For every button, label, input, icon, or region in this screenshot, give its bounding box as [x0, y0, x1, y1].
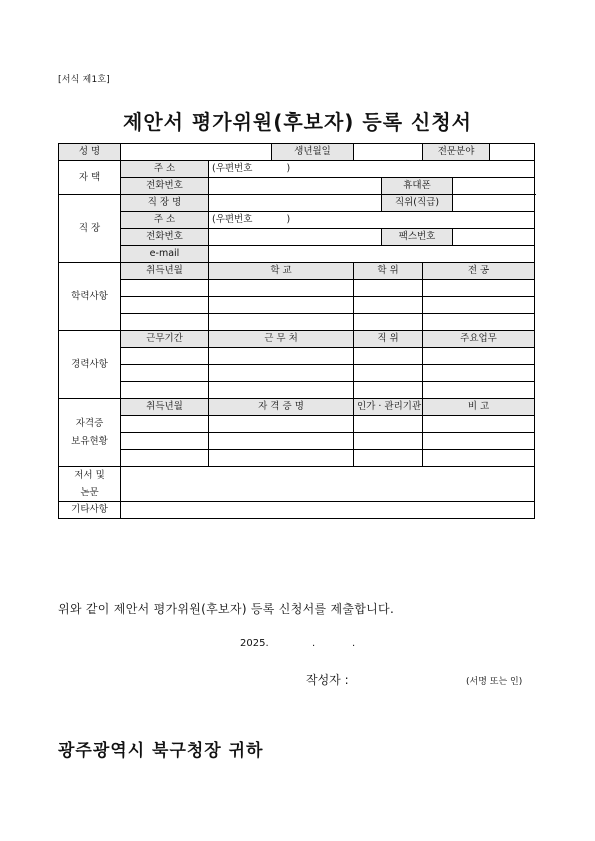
table-cell[interactable] — [423, 450, 535, 467]
table-cell[interactable] — [354, 297, 423, 314]
application-table — [58, 143, 535, 519]
table-cell[interactable] — [121, 297, 209, 314]
form-title: 제안서 평가위원(후보자) 등록 신청서 — [123, 110, 472, 134]
fax-value[interactable] — [453, 229, 535, 246]
work-phone-label: 전화번호 — [121, 229, 209, 246]
books-label — [59, 467, 121, 502]
education-row — [59, 314, 535, 331]
mobile-value[interactable] — [453, 178, 535, 195]
table-cell[interactable] — [209, 314, 354, 331]
table-cell[interactable] — [423, 314, 535, 331]
certificates-label-line2: 보유현황 — [71, 435, 108, 447]
certificate-row — [59, 416, 535, 433]
books-label-line1: 저서 및 — [74, 470, 105, 481]
table-cell[interactable] — [121, 280, 209, 297]
home-phone-label: 전화번호 — [121, 178, 209, 195]
education-header-school: 학 교 — [209, 263, 354, 280]
cert-header-date: 취득년월 — [121, 399, 209, 416]
table-cell[interactable] — [354, 382, 423, 399]
table-cell[interactable] — [209, 365, 354, 382]
career-section-label: 경력사항 — [59, 331, 121, 399]
career-row — [59, 382, 535, 399]
form-number: [서식 제1호] — [58, 75, 110, 85]
home-address-value[interactable] — [209, 161, 535, 178]
work-postal-open: (우편번호 — [212, 214, 253, 226]
career-header-workplace: 근 무 처 — [209, 331, 354, 348]
certificate-row — [59, 433, 535, 450]
table-cell[interactable] — [354, 450, 423, 467]
table-cell[interactable] — [121, 433, 209, 450]
table-cell[interactable] — [209, 382, 354, 399]
certificates-label-line1: 자격증 — [75, 418, 104, 430]
birth-label: 생년월일 — [272, 144, 354, 161]
table-cell[interactable] — [354, 314, 423, 331]
table-cell[interactable] — [354, 280, 423, 297]
education-header-date: 취득년월 — [121, 263, 209, 280]
name-value[interactable] — [121, 144, 272, 161]
certificates-section-label — [59, 399, 121, 467]
specialty-label: 전문분야 — [423, 144, 490, 160]
home-phone-value[interactable] — [209, 178, 382, 195]
home-postal-open: (우편번호 — [212, 163, 253, 175]
table-cell[interactable] — [209, 280, 354, 297]
signature-label: (서명 또는 인) — [466, 677, 523, 687]
declaration-text: 위와 같이 제안서 평가위원(후보자) 등록 신청서를 제출합니다. — [58, 602, 395, 616]
education-row — [59, 280, 535, 297]
name-label: 성 명 — [59, 144, 121, 161]
career-header-duties: 주요업무 — [423, 331, 535, 348]
cert-header-remarks: 비 고 — [423, 399, 535, 416]
career-row — [59, 348, 535, 365]
table-cell[interactable] — [121, 348, 209, 365]
date-month-dot: . — [312, 638, 316, 649]
email-label: e-mail — [121, 246, 209, 263]
workplace-section-label: 직 장 — [59, 195, 121, 263]
education-row — [59, 297, 535, 314]
home-postal-close: ) — [286, 163, 291, 175]
table-cell[interactable] — [423, 365, 535, 382]
education-header-major: 전 공 — [423, 263, 535, 280]
mobile-label: 휴대폰 — [382, 178, 453, 195]
position-label: 직위(직급) — [382, 195, 453, 212]
author-label: 작성자 : — [306, 673, 349, 687]
recipient: 광주광역시 북구청장 귀하 — [58, 741, 264, 761]
table-cell[interactable] — [423, 280, 535, 297]
books-label-line2: 논문 — [80, 487, 99, 499]
work-phone-value[interactable] — [209, 229, 382, 246]
career-header-position: 직 위 — [354, 331, 423, 348]
specialty-value[interactable] — [490, 144, 534, 160]
table-cell[interactable] — [354, 365, 423, 382]
email-value[interactable] — [209, 246, 535, 263]
date-day-dot: . — [352, 638, 356, 649]
work-address-value[interactable] — [209, 212, 535, 229]
cert-header-name: 자 격 증 명 — [209, 399, 354, 416]
career-header-period: 근무기간 — [121, 331, 209, 348]
table-cell[interactable] — [121, 416, 209, 433]
table-cell[interactable] — [423, 433, 535, 450]
workplace-name-value[interactable] — [209, 195, 382, 212]
birth-value[interactable] — [354, 144, 423, 161]
table-cell[interactable] — [209, 348, 354, 365]
fax-label: 팩스번호 — [382, 229, 453, 246]
other-label: 기타사항 — [59, 502, 121, 519]
table-cell[interactable] — [209, 297, 354, 314]
table-cell[interactable] — [121, 314, 209, 331]
home-section-label: 자 택 — [59, 161, 121, 195]
table-cell[interactable] — [423, 348, 535, 365]
books-value[interactable] — [121, 467, 535, 502]
workplace-name-label: 직 장 명 — [121, 195, 209, 212]
education-section-label: 학력사항 — [59, 263, 121, 331]
table-cell[interactable] — [423, 382, 535, 399]
cert-header-agency: 인가 · 관리기관 — [354, 399, 423, 416]
table-cell[interactable] — [121, 382, 209, 399]
table-cell[interactable] — [209, 416, 354, 433]
home-address-label: 주 소 — [121, 161, 209, 178]
other-value[interactable] — [121, 502, 535, 519]
work-postal-close: ) — [286, 214, 291, 226]
table-cell[interactable] — [354, 416, 423, 433]
table-cell[interactable] — [209, 450, 354, 467]
table-cell[interactable] — [121, 365, 209, 382]
table-cell[interactable] — [121, 450, 209, 467]
table-cell[interactable] — [423, 297, 535, 314]
career-row — [59, 365, 535, 382]
table-cell[interactable] — [354, 433, 423, 450]
table-cell[interactable] — [209, 433, 354, 450]
certificate-row — [59, 450, 535, 467]
table-cell[interactable] — [354, 348, 423, 365]
date-year: 2025. — [240, 638, 269, 649]
work-address-label: 주 소 — [121, 212, 209, 229]
table-cell[interactable] — [423, 416, 535, 433]
position-value[interactable] — [453, 195, 535, 212]
education-header-degree: 학 위 — [354, 263, 423, 280]
